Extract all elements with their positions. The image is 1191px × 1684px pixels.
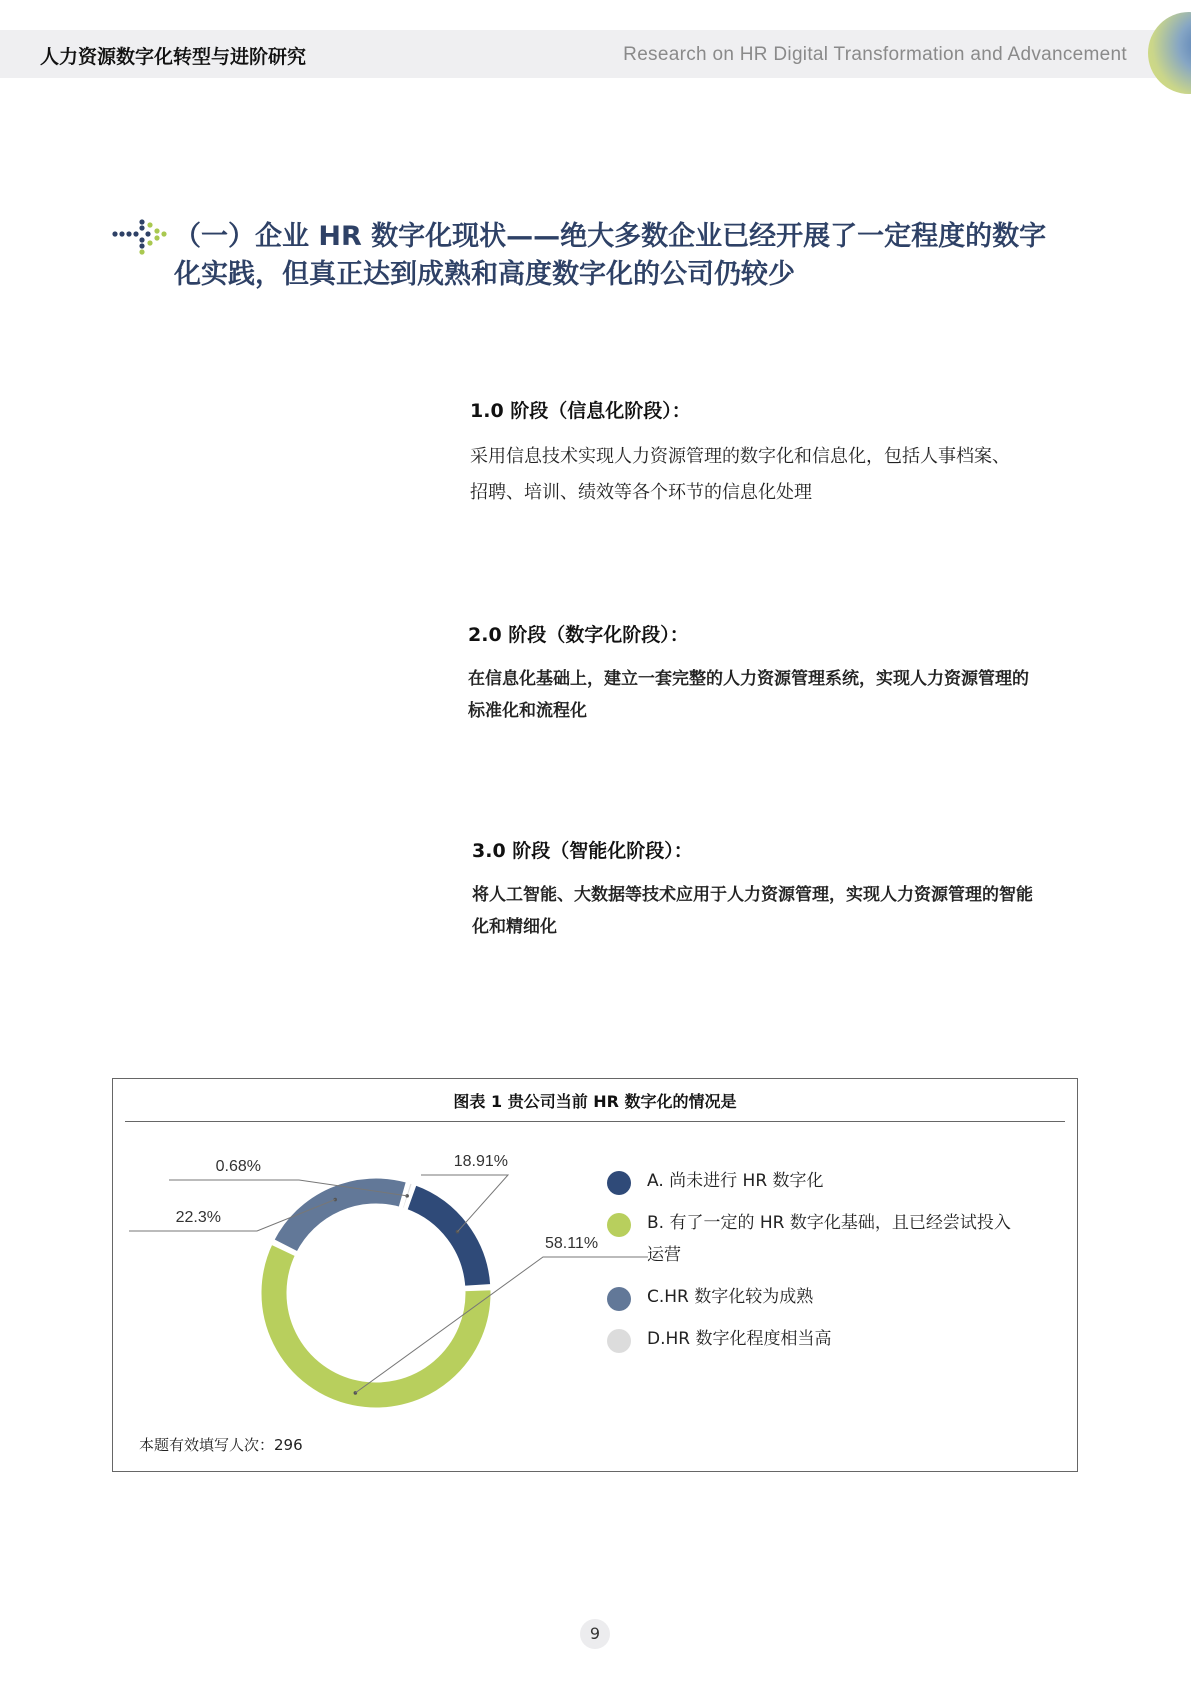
chart-legend [607,1165,1047,1365]
dots-arrow-icon [112,218,172,258]
legend-item [607,1165,1047,1197]
heading-line-1: （一）企业 HR 数字化现状——绝大多数企业已经开展了一定程度的数字 [174,221,1047,252]
data-label: 58.11% [545,1235,599,1252]
legend-swatch [607,1213,631,1237]
data-label: 18.91% [453,1153,508,1170]
stage-2-desc-line1: 在信息化基础上，建立一套完整的人力资源管理系统，实现人力资源管理的 [468,669,1029,689]
header-title-cn: 人力资源数字化转型与进阶研究 [40,46,307,68]
header-title-en: Research on HR Digital Transformation and Advancement [623,44,1127,65]
legend-item [607,1207,1047,1271]
legend-label: 运营 [647,1245,681,1265]
stage-1-desc-line1: 采用信息技术实现人力资源管理的数字化和信息化，包括人事档案、 [470,446,1010,467]
donut-slice [406,1184,492,1287]
chart-title: 图表 1 贵公司当前 HR 数字化的情况是 [453,1092,737,1111]
legend-label: A. 尚未进行 HR 数字化 [647,1171,824,1191]
stage-3-desc-line1: 将人工智能、大数据等技术应用于人力资源管理，实现人力资源管理的智能 [472,885,1033,905]
section-heading [112,218,1102,294]
legend-label: B. 有了一定的 HR 数字化基础，且已经尝试投入 [647,1213,1011,1233]
stage-3-block [472,836,1112,943]
legend-item [607,1281,1047,1313]
heading-line-2: 化实践，但真正达到成熟和高度数字化的公司仍较少 [174,259,795,290]
leader-line [355,1257,648,1393]
legend-label: D.HR 数字化程度相当高 [647,1329,832,1349]
stage-1-title: 1.0 阶段（信息化阶段）： [470,400,691,422]
legend-swatch [607,1329,631,1353]
chart-footnote: 本题有效填写人次：296 [139,1436,303,1454]
donut-slice [273,1177,408,1253]
donut-chart [113,1079,673,1439]
legend-item [607,1323,1047,1355]
legend-swatch [607,1287,631,1311]
legend-label: C.HR 数字化较为成熟 [647,1287,814,1307]
stage-1-desc-line2: 招聘、培训、绩效等各个环节的信息化处理 [470,482,812,503]
stage-1-block [470,396,1110,511]
header-decoration-circle [1148,12,1191,94]
legend-swatch [607,1171,631,1195]
data-label: 22.3% [175,1209,221,1226]
stage-3-desc-line2: 化和精细化 [472,917,557,937]
stage-2-title: 2.0 阶段（数字化阶段）： [468,624,689,646]
stage-2-desc-line2: 标准化和流程化 [468,701,587,721]
data-label: 0.68% [215,1158,261,1175]
stage-2-block [468,620,1108,727]
chart-box [112,1078,1078,1472]
donut-slice [260,1243,492,1409]
stage-3-title: 3.0 阶段（智能化阶段）： [472,840,693,862]
page-number: 9 [580,1619,610,1649]
